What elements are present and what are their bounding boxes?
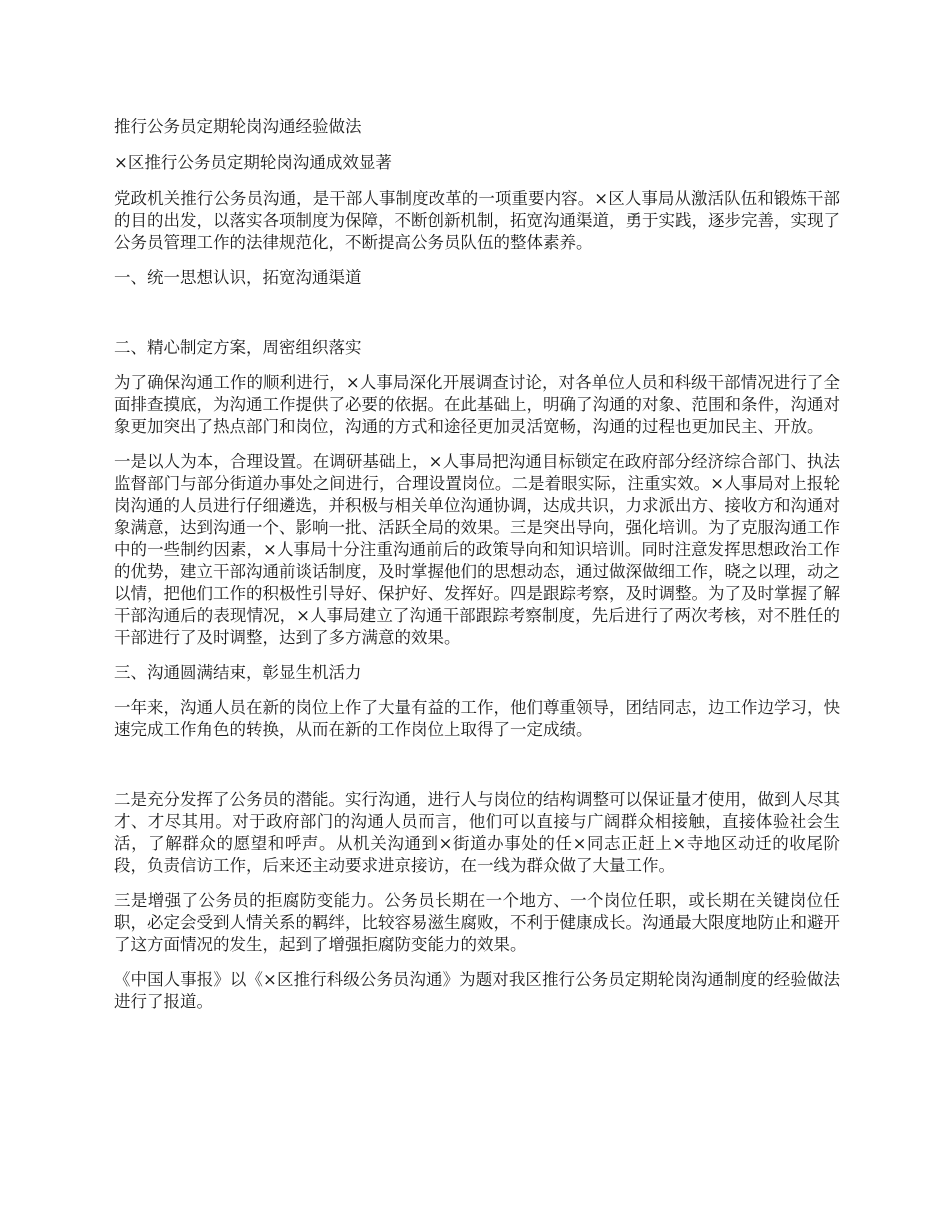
document-subtitle: ×区推行公务员定期轮岗沟通成效显著 — [114, 153, 392, 172]
paragraph-plan: 为了确保沟通工作的顺利进行，×人事局深化开展调查讨论，对各单位人员和科级干部情况进行了全面排查摸底，为沟通工作提供了必要的依据。在此基础上，明确了沟通的对象、范围和条件，沟通对象更加突出了热点部门和岗位，沟通的方式和途径更加灵活宽畅，沟通的过程也更加民主、开放。 — [114, 373, 840, 436]
paragraph-results: 一年来，沟通人员在新的岗位上作了大量有益的工作，他们尊重领导，团结同志，边工作边学习，快速完成工作角色的转换，从而在新的工作岗位上取得了一定成绩。 — [114, 698, 840, 739]
paragraph-potential: 二是充分发挥了公务员的潜能。实行沟通，进行人与岗位的结构调整可以保证量才使用，做到人尽其才、才尽其用。对于政府部门的沟通人员而言，他们可以直接与广阔群众相接触，直接体验社会生活，了解群众的愿望和呼声。从机关沟通到×街道办事处的任×同志正赶上×寺地区动迁的收尾阶段，负责信访工作，后来还主动要求进京接访，在一线为群众做了大量工作。 — [114, 790, 840, 875]
section-heading-3: 三、沟通圆满结束，彰显生机活力 — [114, 663, 362, 682]
section-heading-2: 二、精心制定方案，周密组织落实 — [114, 338, 362, 357]
document-title: 推行公务员定期轮岗沟通经验做法 — [114, 117, 362, 136]
paragraph-measures: 一是以人为本，合理设置。在调研基础上，×人事局把沟通目标锁定在政府部分经济综合部门、执法监督部门与部分街道办事处之间进行，合理设置岗位。二是着眼实际，注重实效。×人事局对上报轮岗沟通的人员进行仔细遴选，并积极与相关单位沟通协调，达成共识，力求派出方、接收方和沟通对象满意，达到沟通一个、影响一批、活跃全局的效果。三是突出导向，强化培训。为了克服沟通工作中的一些制约因素，×人事局十分注重沟通前后的政策导向和知识培训。同时注意发挥思想政治工作的优势，建立干部沟通前谈话制度，及时掌握他们的思想动态，通过做深做细工作，晓之以理，动之以情，把他们工作的积极性引导好、保护好、发挥好。四是跟踪考察，及时调整。为了及时掌握了解干部沟通后的表现情况，×人事局建立了沟通干部跟踪考察制度，先后进行了两次考核，对不胜任的干部进行了及时调整，达到了多方满意的效果。 — [114, 452, 840, 647]
paragraph-report: 《中国人事报》以《×区推行科级公务员沟通》为题对我区推行公务员定期轮岗沟通制度的经验做法进行了报道。 — [114, 970, 840, 1011]
paragraph-intro: 党政机关推行公务员沟通，是干部人事制度改革的一项重要内容。×区人事局从激活队伍和锻炼干部的目的出发，以落实各项制度为保障，不断创新机制，拓宽沟通渠道，勇于实践，逐步完善，实现了公务员管理工作的法律规范化，不断提高公务员队伍的整体素养。 — [114, 189, 840, 252]
document-body — [114, 116, 840, 1013]
section-heading-1: 一、统一思想认识，拓宽沟通渠道 — [114, 268, 362, 287]
paragraph-anticorruption: 三是增强了公务员的拒腐防变能力。公务员长期在一个地方、一个岗位任职，或长期在关键岗位任职，必定会受到人情关系的羁绊，比较容易滋生腐败，不利于健康成长。沟通最大限度地防止和避开了这方面情况的发生，起到了增强拒腐防变能力的效果。 — [114, 891, 840, 954]
